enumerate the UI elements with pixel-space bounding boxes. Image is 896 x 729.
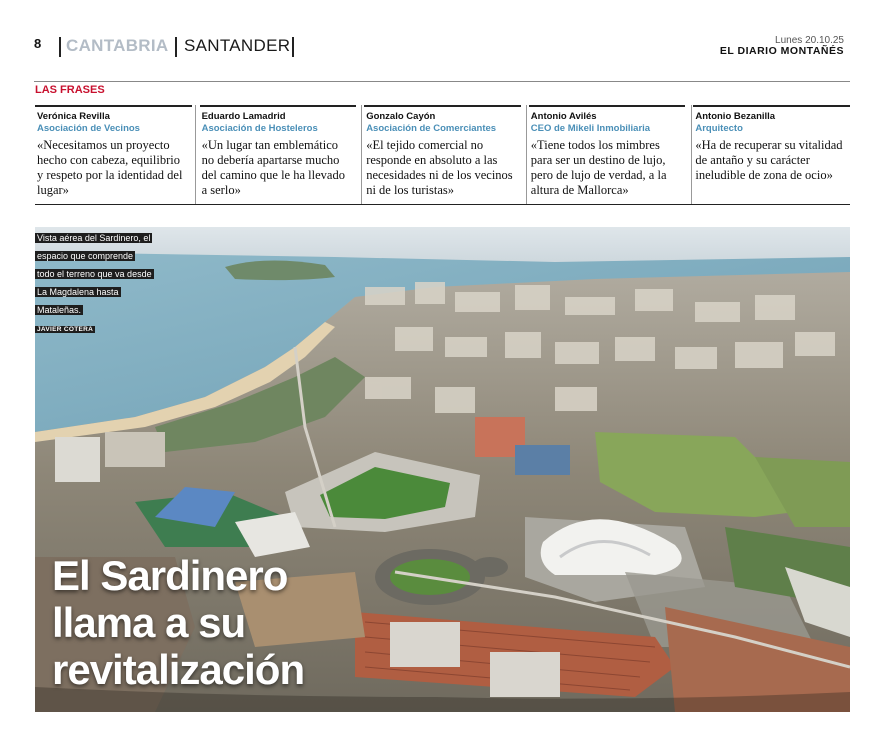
quote-text: «El tejido comercial no responde en absoluto a las necesidades ni de los vecinos ni de los turistas» — [366, 138, 513, 197]
section-divider — [175, 37, 177, 57]
column-divider — [691, 105, 692, 204]
page-number: 8 — [34, 36, 42, 51]
quote-author: Verónica Revilla — [37, 111, 110, 122]
column-divider — [195, 105, 196, 204]
caption-text: Vista aérea del Sardinero, el espacio que comprende todo el terreno que va desde La Magdalena hasta Mataleñas. — [37, 233, 152, 315]
headline — [52, 552, 304, 693]
quote-author: Antonio Bezanilla — [695, 111, 776, 122]
quote-block — [364, 105, 521, 204]
quote-role: Asociación de Vecinos — [37, 123, 140, 134]
column-divider — [526, 105, 527, 204]
quote-text: «Tiene todos los mimbres para ser un destino de lujo, pero de lujo de verdad, a la altura de Mallorca» — [530, 138, 667, 197]
quote-text: «Necesitamos un proyecto hecho con cabeza, equilibrio y respeto por la identidad del lugar» — [37, 138, 183, 197]
photo-caption — [35, 228, 153, 336]
quote-block — [529, 105, 686, 204]
subsection-label: SANTANDER — [184, 36, 291, 55]
photo-credit: JAVIER COTERA — [37, 326, 94, 333]
quote-role: Arquitecto — [695, 123, 743, 134]
section-divider — [292, 37, 294, 57]
header-rule — [34, 81, 850, 82]
headline-line: llama a su — [52, 599, 246, 646]
headline-line: revitalización — [52, 646, 305, 693]
column-divider — [361, 105, 362, 204]
quotes-row — [35, 105, 850, 205]
quote-role: Asociación de Hosteleros — [201, 123, 318, 134]
section-label: CANTABRIA — [66, 36, 169, 55]
newspaper-name: EL DIARIO MONTAÑÉS — [719, 45, 844, 57]
quote-text: «Un lugar tan emblemático no debería apartarse mucho del camino que le ha llevado a serlo» — [201, 138, 345, 197]
headline-line: El Sardinero — [52, 552, 288, 599]
frases-title: LAS FRASES — [35, 84, 105, 96]
quote-block — [35, 105, 192, 204]
quote-author: Antonio Avilés — [530, 111, 597, 122]
quote-role: CEO de Mikeli Inmobiliaria — [530, 123, 651, 134]
quote-block — [693, 105, 850, 204]
issue-date: Lunes 20.10.25 — [775, 35, 844, 46]
quote-role: Asociación de Comerciantes — [366, 123, 497, 134]
section-divider — [59, 37, 61, 57]
quote-author: Eduardo Lamadrid — [201, 111, 286, 122]
quote-block — [200, 105, 357, 204]
quote-author: Gonzalo Cayón — [366, 111, 436, 122]
quote-text: «Ha de recuperar su vitalidad de antaño y su carácter ineludible de zona de ocio» — [695, 138, 843, 182]
